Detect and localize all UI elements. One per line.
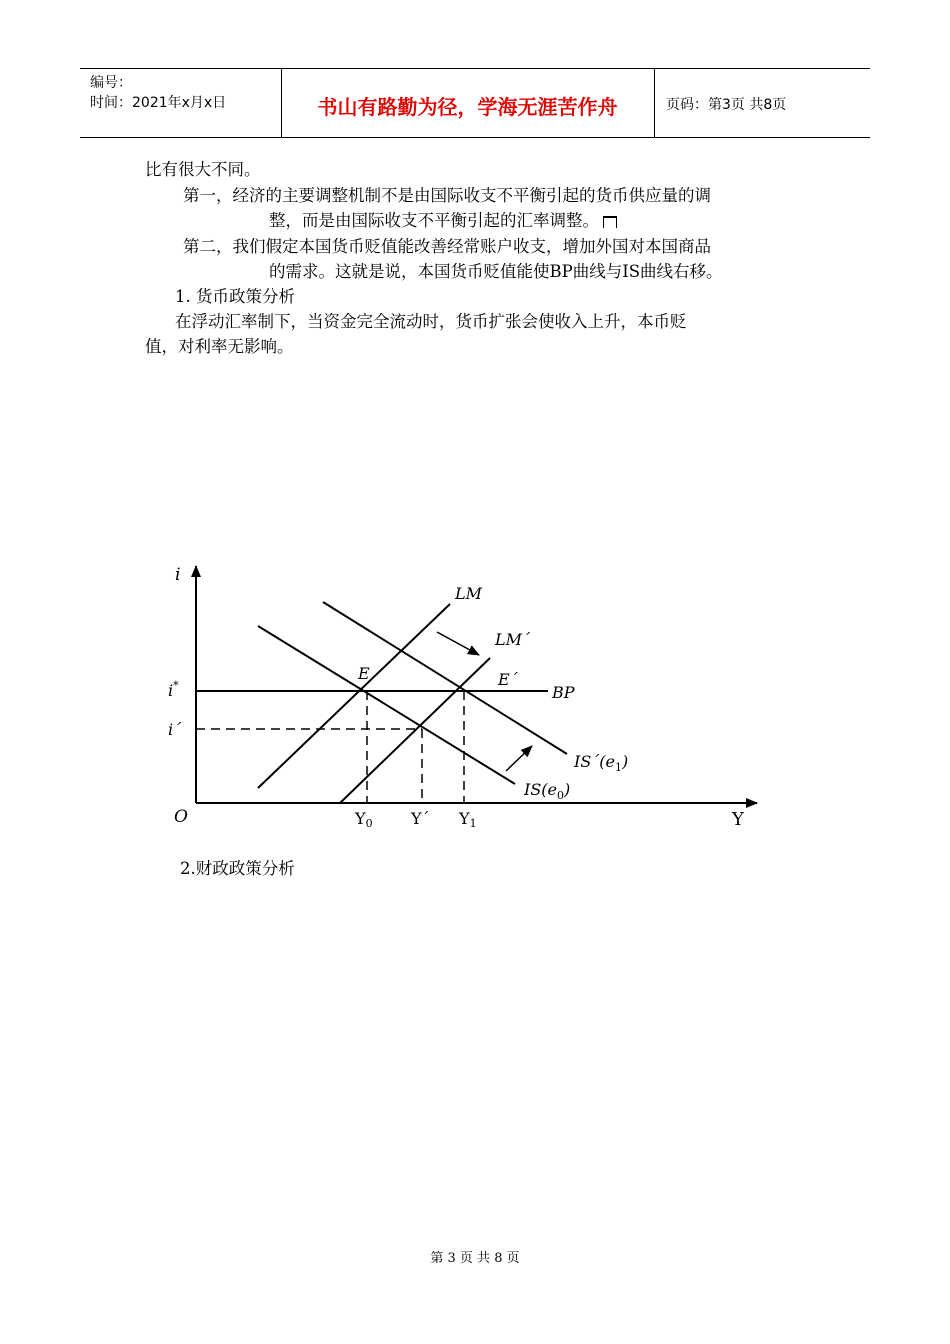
time-label: 时间：2021年x月x日 bbox=[90, 95, 227, 111]
lm-line bbox=[258, 604, 450, 788]
is-prime-text: IS´(e bbox=[574, 752, 615, 771]
header-motto: 书山有路勤为径，学海无涯苦作舟 bbox=[317, 95, 618, 119]
code-label: 编号： bbox=[90, 75, 132, 91]
y0-subscript: 0 bbox=[365, 817, 373, 830]
i-star-label bbox=[168, 679, 179, 700]
is-text: IS(e bbox=[524, 780, 557, 799]
page-number-label: 页码：第3页 共8页 bbox=[666, 97, 787, 113]
y1-subscript: 1 bbox=[469, 817, 477, 830]
section-heading: 2.财政政策分析 bbox=[180, 859, 295, 878]
is-e0-label bbox=[523, 780, 570, 802]
y0-text: Y bbox=[355, 809, 366, 828]
is-prime-e1-label bbox=[573, 752, 628, 774]
is-shift-arrow bbox=[506, 746, 532, 771]
is-subscript: 0 bbox=[557, 789, 564, 802]
header-meta bbox=[90, 73, 226, 113]
is-e0-line bbox=[258, 626, 515, 784]
lm-label: LM bbox=[455, 584, 483, 603]
edit-mark-icon bbox=[603, 216, 617, 228]
text-line: 第一，经济的主要调整机制不是由国际收支不平衡引起的货币供应量的调 bbox=[183, 186, 711, 205]
y1-text: Y bbox=[459, 809, 470, 828]
i-star-text: i bbox=[168, 681, 174, 700]
x-axis-label: Y bbox=[732, 809, 744, 830]
y1-label bbox=[458, 809, 477, 830]
i-star-superscript: * bbox=[173, 679, 179, 692]
e-label: E bbox=[358, 664, 370, 683]
text-line: 第二，我们假定本国货币贬值能改善经常账户收支，增加外国对本国商品 bbox=[183, 237, 711, 256]
y-axis-label: i bbox=[175, 565, 181, 585]
is-prime-subscript: 1 bbox=[615, 761, 622, 774]
y0-label bbox=[354, 809, 373, 830]
i-prime-label: i´ bbox=[168, 720, 182, 739]
text-line: 在浮动汇率制下，当资金完全流动时，货币扩张会使收入上升，本币贬 bbox=[175, 312, 687, 331]
text-line: 值，对利率无影响。 bbox=[145, 337, 294, 356]
bp-label: BP bbox=[552, 683, 575, 702]
text-span: 整，而是由国际收支不平衡引起的汇率调整。 bbox=[269, 211, 599, 230]
text-line: 比有很大不同。 bbox=[145, 160, 261, 179]
lm-prime-label: LM´ bbox=[495, 630, 531, 649]
lm-shift-arrow bbox=[437, 632, 479, 655]
is-paren: ) bbox=[564, 780, 571, 799]
text-line bbox=[269, 209, 617, 233]
header-divider bbox=[654, 69, 655, 137]
e-prime-label: E´ bbox=[498, 670, 518, 689]
origin-label: O bbox=[174, 807, 188, 827]
y-prime-label: Y´ bbox=[411, 809, 430, 828]
page-header bbox=[80, 68, 870, 138]
text-line: 的需求。这就是说，本国货币贬值能使BP曲线与IS曲线右移。 bbox=[269, 262, 723, 281]
page-footer: 第 3 页 共 8 页 bbox=[430, 1251, 520, 1266]
is-lm-bp-diagram bbox=[160, 555, 780, 840]
is-prime-paren: ) bbox=[622, 752, 629, 771]
section-heading: 1. 货币政策分析 bbox=[175, 287, 295, 306]
